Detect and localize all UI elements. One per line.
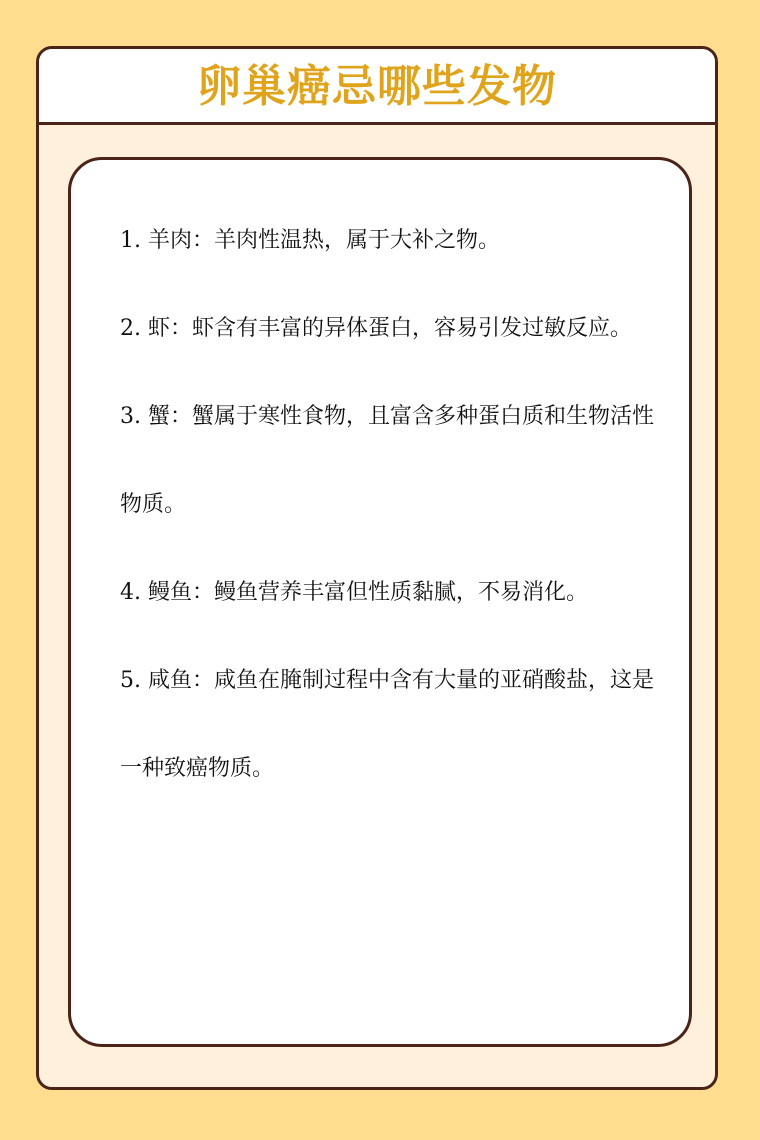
item-text: 咸鱼：咸鱼在腌制过程中含有大量的亚硝酸盐，这是一种致癌物质。: [120, 668, 654, 781]
item-text: 鳗鱼：鳗鱼营养丰富但性质黏腻，不易消化。: [147, 580, 588, 605]
list-item: [120, 285, 672, 373]
item-text: 虾：虾含有丰富的异体蛋白，容易引发过敏反应。: [147, 316, 632, 341]
item-number: 1.: [120, 228, 148, 253]
item-number: 5.: [120, 668, 148, 693]
food-list: [120, 197, 672, 813]
page-title: 卵巢癌忌哪些发物: [197, 61, 557, 112]
list-item: [120, 373, 672, 549]
list-item: [120, 197, 672, 285]
item-number: 4.: [120, 580, 148, 605]
list-item: [120, 549, 672, 637]
content-card: [36, 46, 718, 1090]
text-panel: [68, 157, 692, 1047]
title-header: [39, 49, 715, 125]
item-text: 蟹：蟹属于寒性食物，且富含多种蛋白质和生物活性物质。: [120, 404, 654, 517]
list-item: [120, 637, 672, 813]
item-number: 2.: [120, 316, 148, 341]
item-text: 羊肉：羊肉性温热，属于大补之物。: [147, 228, 500, 253]
item-number: 3.: [120, 404, 148, 429]
